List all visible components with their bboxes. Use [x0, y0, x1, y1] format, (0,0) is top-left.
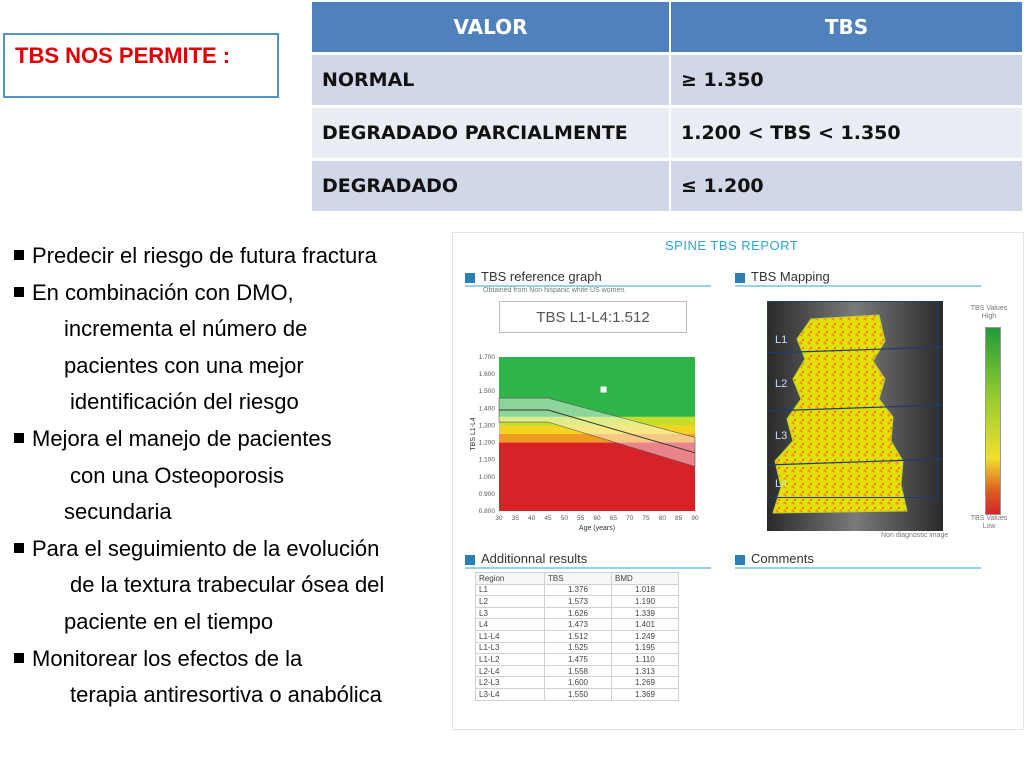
bullet-line [14, 531, 444, 568]
y-tick-label: 1.100 [478, 456, 495, 464]
results-cell: L3-L4 [476, 688, 545, 700]
results-cell: L1-L4 [476, 630, 545, 642]
tbs-color-legend [985, 327, 1001, 515]
x-tick-label: 45 [544, 515, 552, 522]
y-tick-label: 1.400 [478, 405, 495, 413]
results-cell: 1.313 [612, 665, 679, 677]
bullet-text: Mejora el manejo de pacientes [32, 425, 332, 451]
bullet-line [14, 384, 444, 421]
x-tick-label: 55 [577, 515, 585, 522]
results-cell: 1.512 [545, 630, 612, 642]
section-divider [735, 285, 981, 287]
bullet-line [14, 494, 444, 531]
bullet-line [14, 421, 444, 458]
section-marker-icon [735, 555, 745, 565]
results-cell: 1.110 [612, 654, 679, 666]
results-cell: 1.573 [545, 596, 612, 608]
table-cell: 1.200 < TBS < 1.350 [670, 107, 1023, 160]
x-tick-label: 60 [593, 515, 601, 522]
table-header-valor: VALOR [312, 2, 670, 54]
results-cell: L4 [476, 619, 545, 631]
results-header-region: Region [476, 573, 545, 585]
bullet-line [14, 348, 444, 385]
results-header-tbs: TBS [545, 573, 612, 585]
bullet-list [14, 238, 444, 714]
results-cell: 1.600 [545, 677, 612, 689]
tbs-classification-table [312, 2, 1024, 214]
bullet-text: incrementa el número de [64, 316, 308, 342]
results-cell: 1.550 [545, 688, 612, 700]
bullet-line [14, 604, 444, 641]
table-row [476, 596, 679, 608]
x-axis-label: Age (years) [578, 525, 616, 532]
results-cell: 1.558 [545, 665, 612, 677]
results-cell: L2-L4 [476, 665, 545, 677]
x-tick-label: 75 [642, 515, 650, 522]
bullet-text: con una Osteoporosis [70, 462, 285, 488]
table-cell: DEGRADADO PARCIALMENTE [312, 107, 670, 160]
table-row [312, 54, 1023, 107]
table-cell: DEGRADADO [312, 160, 670, 213]
x-tick-label: 70 [626, 515, 634, 522]
section-marker-icon [735, 273, 745, 283]
bullet-text: Para el seguimiento de la evolución [32, 535, 380, 561]
bullet-text: terapia antiresortiva o anabólica [70, 682, 382, 708]
table-row [476, 607, 679, 619]
table-header-tbs: TBS [670, 2, 1023, 54]
bullet-square-icon [14, 287, 24, 297]
results-header-bmd: BMD [612, 573, 679, 585]
reference-graph-title: TBS reference graph [481, 269, 602, 284]
results-cell: 1.626 [545, 607, 612, 619]
mapping-title: TBS Mapping [751, 269, 830, 284]
results-cell: L1 [476, 584, 545, 596]
section-divider [735, 567, 981, 569]
results-cell: L1-L3 [476, 642, 545, 654]
bullet-text: pacientes con una mejor [64, 352, 304, 378]
bullet-line [14, 641, 444, 678]
tbs-mapping-image [767, 301, 943, 531]
table-row [476, 584, 679, 596]
vertebra-label: L3 [775, 430, 788, 442]
spine-tbs-report [452, 232, 1024, 730]
title-box [3, 33, 279, 98]
table-row [476, 665, 679, 677]
section-marker-icon [465, 555, 475, 565]
report-title: SPINE TBS REPORT [665, 238, 799, 253]
vertebra-label: L4 [775, 478, 788, 490]
y-tick-label: 0.800 [478, 508, 495, 515]
table-cell: NORMAL [312, 54, 670, 107]
table-row [312, 107, 1023, 160]
non-diagnostic-note: Non diagnostic image [881, 532, 949, 539]
results-cell: 1.473 [545, 619, 612, 631]
bullet-text: secundaria [64, 499, 172, 525]
results-cell: L1-L2 [476, 654, 545, 666]
x-tick-label: 50 [560, 515, 568, 522]
table-row [476, 642, 679, 654]
reference-note: Obtained from Non hispanic white US women. [483, 287, 627, 294]
table-row [476, 677, 679, 689]
tbs-value-box: TBS L1-L4:1.512 [499, 301, 687, 333]
results-cell: 1.369 [612, 688, 679, 700]
additional-results-title: Additionnal results [481, 551, 588, 566]
results-cell: 1.018 [612, 584, 679, 596]
y-tick-label: 1.300 [478, 422, 495, 430]
results-cell: 1.401 [612, 619, 679, 631]
bullet-text: Monitorear los efectos de la [32, 645, 303, 671]
x-tick-label: 40 [528, 515, 536, 522]
results-cell: 1.339 [612, 607, 679, 619]
y-tick-label: 1.600 [478, 371, 495, 379]
table-header-row [312, 2, 1023, 54]
results-cell: 1.525 [545, 642, 612, 654]
bullet-square-icon [14, 250, 24, 260]
additional-results-heading [465, 551, 587, 566]
table-row [312, 160, 1023, 213]
y-tick-label: 0.900 [478, 490, 495, 498]
legend-high-label: TBS Values High [970, 305, 1008, 320]
bullet-text: Predecir el riesgo de futura fractura [32, 243, 377, 268]
bullet-line [14, 677, 444, 714]
x-tick-label: 80 [658, 515, 666, 522]
table-cell: ≥ 1.350 [670, 54, 1023, 107]
bullet-line [14, 458, 444, 495]
tbs-reference-chart [453, 347, 715, 547]
table-row [476, 619, 679, 631]
y-axis-label: TBS L1-L4 [470, 417, 477, 451]
bullet-text: de la textura trabecular ósea del [70, 572, 385, 598]
patient-marker [601, 387, 606, 392]
results-cell: 1.376 [545, 584, 612, 596]
bullet-square-icon [14, 653, 24, 663]
results-cell: L3 [476, 607, 545, 619]
bullet-line [14, 238, 444, 275]
vertebra-label: L1 [775, 334, 788, 346]
bullet-line [14, 275, 444, 312]
comments-heading [735, 551, 814, 566]
results-cell: 1.269 [612, 677, 679, 689]
bullet-text: En combinación con DMO, [32, 279, 294, 305]
legend-low-label: TBS Values Low [970, 515, 1008, 530]
x-tick-label: 35 [511, 515, 519, 522]
y-tick-label: 1.500 [478, 388, 495, 396]
x-tick-label: 90 [691, 515, 699, 522]
x-tick-label: 30 [495, 515, 503, 522]
table-row [476, 688, 679, 700]
x-tick-label: 85 [675, 515, 683, 522]
y-tick-label: 1.000 [478, 473, 495, 481]
table-row [476, 630, 679, 642]
results-cell: 1.190 [612, 596, 679, 608]
y-tick-label: 1.200 [478, 439, 495, 447]
x-tick-label: 65 [609, 515, 617, 522]
y-tick-label: 1.700 [478, 354, 495, 361]
comments-title: Comments [751, 551, 814, 566]
table-row [476, 654, 679, 666]
bullet-line [14, 311, 444, 348]
bullet-line [14, 567, 444, 604]
bullet-square-icon [14, 543, 24, 553]
bullet-square-icon [14, 433, 24, 443]
additional-results-table [475, 572, 679, 701]
table-cell: ≤ 1.200 [670, 160, 1023, 213]
results-cell: 1.195 [612, 642, 679, 654]
table-header-row [476, 573, 679, 585]
page-title: TBS NOS PERMITE : [15, 43, 231, 68]
vertebra-label: L2 [775, 378, 788, 390]
section-divider [465, 567, 711, 569]
bullet-text: identificación del riesgo [70, 389, 299, 415]
results-cell: L2 [476, 596, 545, 608]
results-cell: 1.249 [612, 630, 679, 642]
results-cell: 1.475 [545, 654, 612, 666]
mapping-heading [735, 269, 830, 284]
reference-graph-heading [465, 269, 602, 284]
section-marker-icon [465, 273, 475, 283]
results-cell: L2-L3 [476, 677, 545, 689]
bullet-text: paciente en el tiempo [64, 608, 274, 634]
